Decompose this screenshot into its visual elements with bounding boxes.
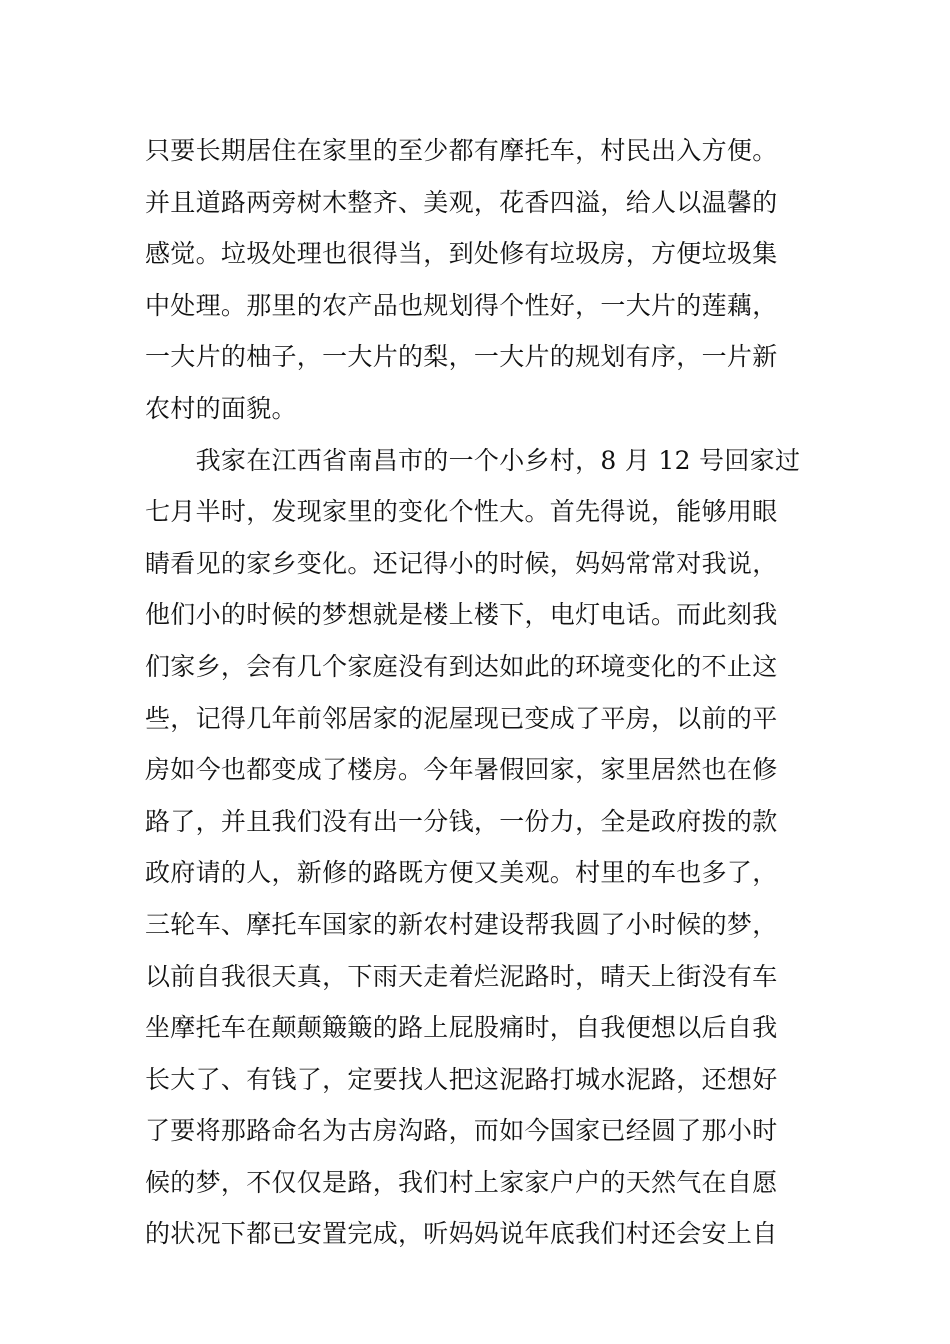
text-line: 只要长期居住在家里的至少都有摩托车，村民出入方便。 [145, 136, 778, 165]
text-line: 睛看见的家乡变化。还记得小的时候，妈妈常常对我说， [145, 548, 778, 578]
text-line: 农村的面貌。 [145, 393, 297, 423]
text-line: 长大了、有钱了，定要找人把这泥路打城水泥路，还想好 [145, 1064, 778, 1094]
text-line: 并且道路两旁树木整齐、美观，花香四溢，给人以温馨的 [145, 187, 778, 217]
text-line: 他们小的时候的梦想就是楼上楼下，电灯电话。而此刻我 [145, 600, 778, 630]
text-line: 坐摩托车在颠颠簸簸的路上屁股痛时，自我便想以后自我 [145, 1013, 778, 1043]
text-line: 七月半时，发现家里的变化个性大。首先得说，能够用眼 [145, 497, 778, 527]
text-line: 以前自我很天真，下雨天走着烂泥路时，晴天上街没有车 [145, 961, 778, 991]
text-line: 房如今也都变成了楼房。今年暑假回家，家里居然也在修 [145, 755, 778, 785]
text-line: 我家在江西省南昌市的一个小乡村，8 月 12 号回家过 [145, 445, 801, 475]
text-line: 了要将那路命名为古房沟路，而如今国家已经圆了那小时 [145, 1116, 778, 1146]
text-line: 候的梦，不仅仅是路，我们村上家家户户的天然气在自愿 [145, 1167, 778, 1197]
body-text [145, 125, 815, 1260]
text-line: 路了，并且我们没有出一分钱，一份力，全是政府拨的款 [145, 806, 778, 836]
text-line: 政府请的人，新修的路既方便又美观。村里的车也多了， [145, 858, 778, 888]
text-line: 们家乡，会有几个家庭没有到达如此的环境变化的不止这 [145, 651, 778, 681]
text-line: 感觉。垃圾处理也很得当，到处修有垃圾房，方便垃圾集 [145, 239, 778, 269]
text-line: 一大片的柚子，一大片的梨，一大片的规划有序，一片新 [145, 342, 778, 372]
text-line: 些，记得几年前邻居家的泥屋现已变成了平房，以前的平 [145, 703, 778, 733]
text-line: 的状况下都已安置完成，听妈妈说年底我们村还会安上自 [145, 1219, 778, 1249]
text-line: 三轮车、摩托车国家的新农村建设帮我圆了小时候的梦， [145, 909, 778, 939]
text-line: 中处理。那里的农产品也规划得个性好，一大片的莲藕， [145, 290, 778, 320]
